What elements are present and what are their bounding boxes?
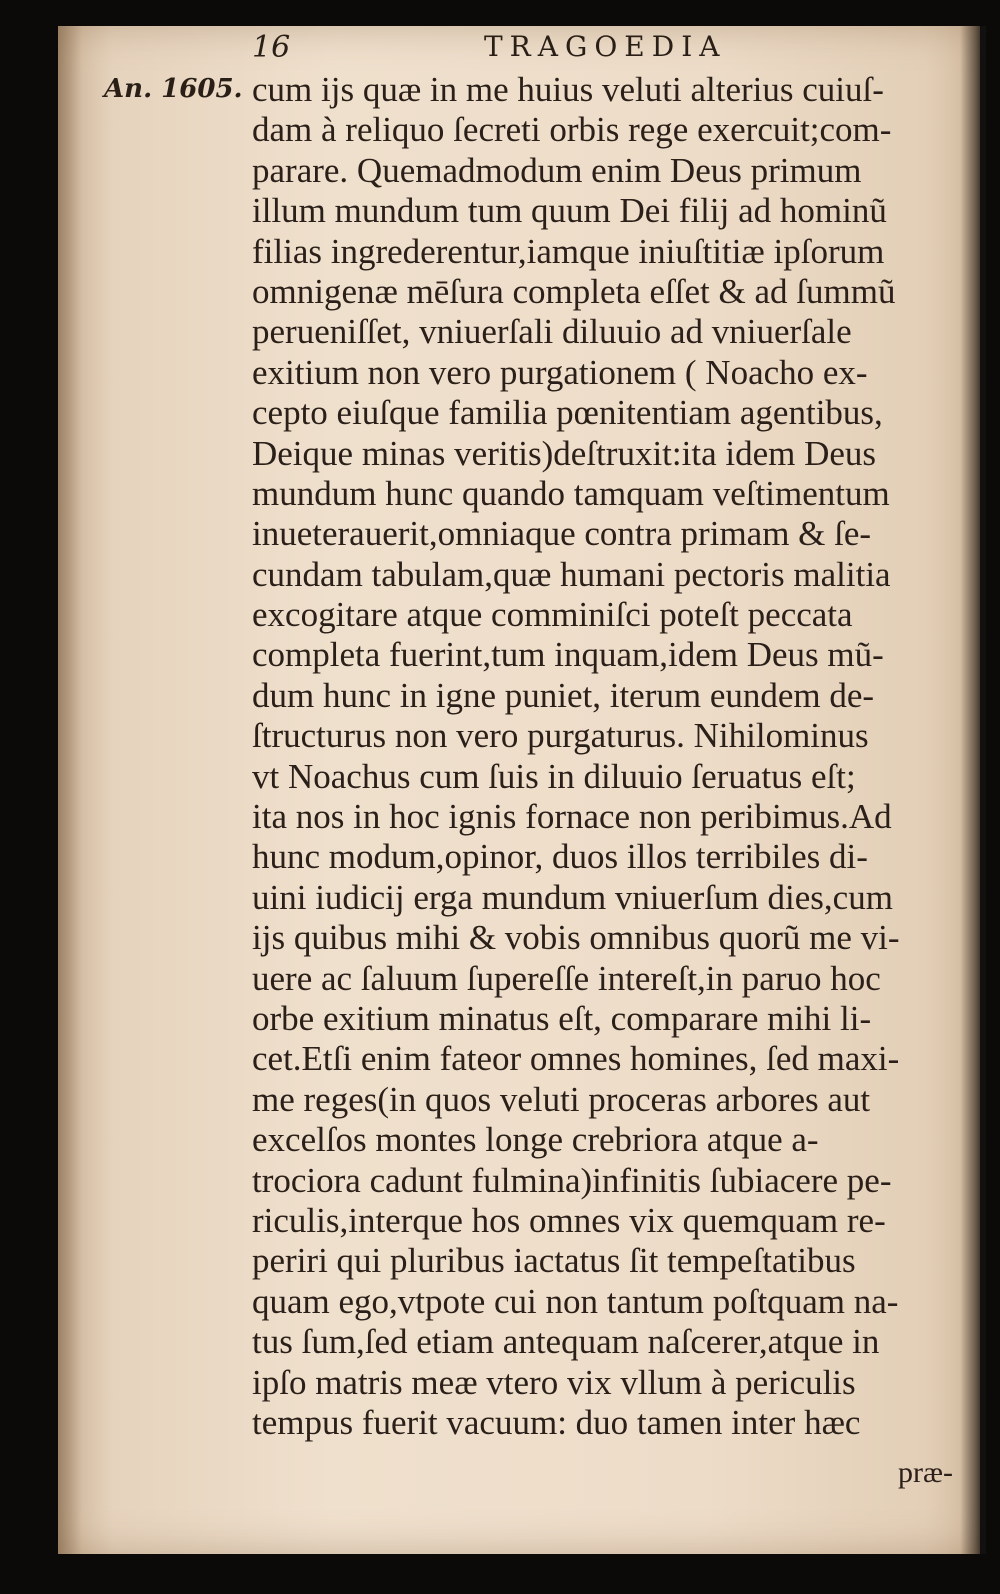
text-line: illum mundum tum quum Dei filij ad hominũ: [252, 191, 887, 231]
text-line: Deique minas veritis)deſtruxit:ita idem Deus: [252, 433, 877, 473]
text-line: periri qui pluribus iactatus ſit tempeſtatibus: [252, 1241, 856, 1281]
page-number: 16: [252, 30, 291, 65]
text-line: parare. Quemadmodum enim Deus primum: [252, 150, 862, 190]
book-page: [58, 26, 980, 1554]
text-line: uini iudicij erga mundum vniuerſum dies,cum: [252, 877, 893, 917]
text-line: mundum hunc quando tamquam veſtimentum: [252, 473, 890, 513]
catchword: præ-: [898, 1456, 953, 1489]
text-line: trociora cadunt fulmina)infinitis ſubiacere pe-: [252, 1160, 892, 1200]
text-line: cum ijs quæ in me huius veluti alterius cuiuſ-: [252, 70, 884, 109]
body-text: [252, 70, 972, 1443]
text-line: ijs quibus mihi & vobis omnibus quorũ me vi-: [252, 918, 900, 958]
text-line: uere ac ſaluum ſupereſſe intereſt,in paruo hoc: [252, 958, 881, 998]
text-line: quam ego,vtpote cui non tantum poſtquam na-: [252, 1281, 899, 1321]
text-line: orbe exitium minatus eſt, comparare mihi li-: [252, 998, 872, 1038]
gutter-shadow: [58, 26, 82, 1554]
text-line: hunc modum,opinor, duos illos terribiles di-: [252, 837, 868, 877]
running-title: TRAGOEDIA: [484, 30, 727, 63]
text-line: omnigenæ mēſura completa eſſet & ad ſummũ: [252, 271, 896, 311]
text-line: vt Noachus cum ſuis in diluuio ſeruatus eſt;: [252, 756, 856, 796]
text-line: ita nos in hoc ignis fornace non peribimus.Ad: [252, 797, 892, 837]
text-line: riculis,interque hos omnes vix quemquam re-: [252, 1200, 886, 1240]
text-line: cet.Etſi enim fateor omnes homines, ſed maxi-: [252, 1039, 900, 1079]
text-line: excogitare atque comminiſci poteſt peccata: [252, 595, 853, 635]
text-line: exitium non vero purgationem ( Noacho ex-: [252, 352, 868, 392]
text-line: cundam tabulam,quæ humani pectoris malitia: [252, 554, 891, 594]
text-line: inueterauerit,omniaque contra primam & ſe-: [252, 514, 872, 554]
text-line: ipſo matris meæ vtero vix vllum à periculis: [252, 1362, 856, 1402]
text-line: perueniſſet, vniuerſali diluuio ad vniuerſale: [252, 312, 852, 352]
text-line: ſtructurus non vero purgaturus. Nihilominus: [252, 716, 869, 756]
running-header: [252, 30, 752, 70]
marginal-date-note: An. 1605.: [104, 74, 243, 104]
text-line: cepto eiuſque familia pœnitentiam agentibus,: [252, 393, 883, 433]
text-line: dam à reliquo ſecreti orbis rege exercuit;com-: [252, 110, 892, 150]
text-line: completa fuerint,tum inquam,idem Deus mũ-: [252, 635, 884, 675]
text-line: me reges(in quos veluti proceras arbores aut: [252, 1079, 871, 1119]
text-line: filias ingrederentur,iamque iniuſtitiæ ipſorum: [252, 231, 885, 271]
text-line: dum hunc in igne puniet, iterum eundem de-: [252, 675, 875, 715]
text-line: excelſos montes longe crebriora atque a-: [252, 1120, 819, 1160]
text-line: tempus fuerit vacuum: duo tamen inter hæc: [252, 1402, 861, 1442]
text-line: tus ſum,ſed etiam antequam naſcerer,atque in: [252, 1322, 880, 1362]
